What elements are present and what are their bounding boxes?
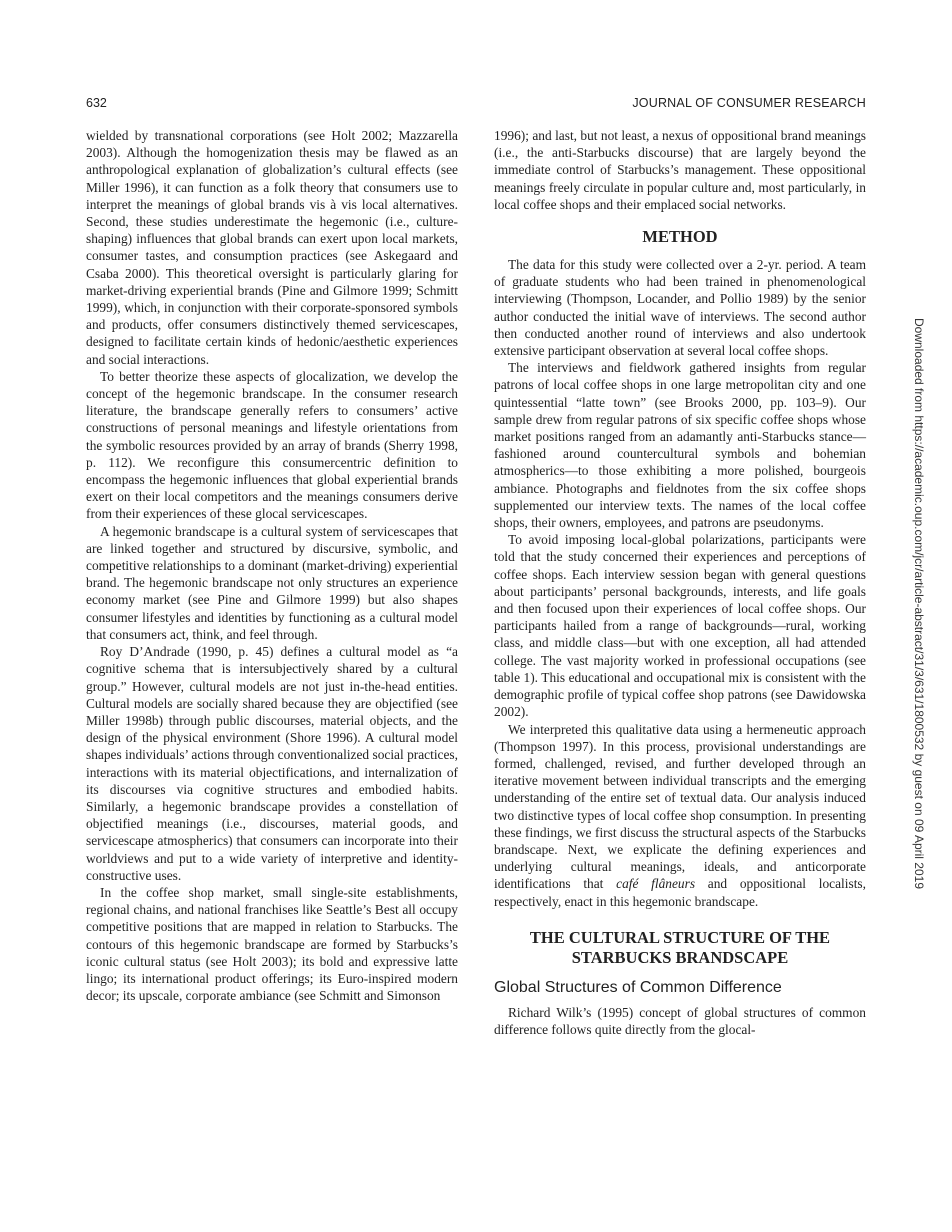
paragraph: Richard Wilk’s (1995) concept of global structures of common difference follows quite directly from the glocal- <box>494 1004 866 1037</box>
italic-term: café flâneurs <box>616 876 696 892</box>
paragraph: To avoid imposing local-global polarizations, participants were told that the study concerned their experiences and perceptions of coffee shops. Each interview session began with general questions about participants’ personal backgrounds, interests, and life goals and then focused upon their experiences of local coffee shops. Our participants hailed from a range of backgrounds—rural, working class, and middle class—but with one exception, all had attended college. The vast majority worked in professional occupations (see table 1). This educational and occupational mix is consistent with the demographic profile of typical coffee shop patrons (see Dawidowska 2002). <box>494 532 866 720</box>
subsection-heading: Global Structures of Common Difference <box>494 978 782 996</box>
section-heading-cultural-structure: THE CULTURAL STRUCTURE OF THE STARBUCKS BRANDSCAPE <box>529 927 831 967</box>
paragraph: The interviews and fieldwork gathered insights from regular patrons of local coffee shops in one large metropolitan city and one quintessential “latte town” (see Brooks 2000, pp. 103–9). Our sample drew from regular patrons of six specific coffee shops whose market positions ranged from an adamantly anti-Starbucks stance—fashioned around countercultural symbols and bohemian atmospherics—to those exhibiting a more polished, bourgeois ambiance. Photographs and fieldnotes from the six coffee shops supplemented our interview texts. The names of the local coffee shops, their owners, employees, and patrons are pseudonyms. <box>494 360 866 531</box>
left-column <box>86 127 458 1004</box>
paragraph: 1996); and last, but not least, a nexus of oppositional brand meanings (i.e., the anti-Starbucks discourse) that are largely beyond the immediate control of Starbucks’s management. These oppositional meanings freely circulate in popular culture and, most particularly, in local coffee shops and their emplaced social networks. <box>494 128 866 212</box>
download-watermark <box>912 318 926 918</box>
paragraph <box>494 721 866 910</box>
text-run: We interpreted this qualitative data using a hermeneutic approach (Thompson 1997). In this process, provisional understandings are formed, challenged, revised, and further developed through an iterative movement between individual transcripts and the emerging understanding of the entire set of textual data. Our analysis induced two distinctive types of local coffee shop consumption. In presenting these findings, we first discuss the structural aspects of the Starbucks brandscape. Next, we explicate the defining experiences and underlying cultural meanings, ideals, and anticorporate identifications that <box>494 721 866 892</box>
page-number: 632 <box>86 96 107 110</box>
right-column <box>494 127 866 1038</box>
paragraph: wielded by transnational corporations (see Holt 2002; Mazzarella 2003). Although the homogenization thesis may be flawed as an anthropological explanation of globalization’s cultural effects (see Miller 1996), it can function as a folk theory that consumers use to interpret the meanings of global brands vis à vis local alternatives. Second, these studies underestimate the hegemonic (i.e., culture-shaping) influences that global brands can exert upon local markets, consumer tastes, and consumption practices (see Askegaard and Csaba 2000). This theoretical oversight is particularly glaring for market-driving experiential brands (Pine and Gilmore 1999; Schmitt 1999), which, in conjunction with their corporate-sponsored symbols and products, offer consumers distinctively themed servicescapes, designed to facilitate certain kinds of hedonic/aesthetic experiences and social interactions. <box>86 128 458 367</box>
download-notice-text: Downloaded from https://academic.oup.com/jcr/article-abstract/31/3/631/1800532 by guest on 09 April 2019 <box>912 318 926 890</box>
text-run: and oppositional localists, respectively, enact in this hegemonic brandscape. <box>494 876 866 909</box>
paragraph: A hegemonic brandscape is a cultural system of servicescapes that are linked together and structured by discursive, symbolic, and competitive relationships to a dominant (market-driving) experiential brand. The hegemonic brandscape not only structures an experience economy market (see Pine and Gilmore 1999) but also shapes consumer lifestyles and identities by functioning as a cultural model that consumers act, think, and feel through. <box>86 523 458 642</box>
section-heading-method: METHOD <box>642 227 718 247</box>
paragraph: Roy D’Andrade (1990, p. 45) defines a cultural model as “a cognitive schema that is intersubjectively shared by a cultural group.” However, cultural models are not just in-the-head entities. Cultural models are socially shared because they are objectified (see Miller 1998b) through public discourses, material objects, and the design of the physical environment (Shore 1996). A cultural model shapes individuals’ actions through conventionalized social practices, interactions with its material objectifications, and internalization of its discourses via cognitive structures and embodied habits. Similarly, a hegemonic brandscape provides a constellation of objectified meanings (i.e., discourses, material goods, and servicescape atmospherics) that consumers can incorporate into their worldviews and put to a wide variety of interpretive and identity-constructive uses. <box>86 644 458 883</box>
journal-title: JOURNAL OF CONSUMER RESEARCH <box>632 96 866 110</box>
paragraph: To better theorize these aspects of glocalization, we develop the concept of the hegemonic brandscape. In the consumer research literature, the brandscape generally refers to consumers’ active constructions of personal meanings and lifestyle orientations from the symbolic resources provided by an array of brands (Sherry 1998, p. 112). We reconfigure this consumercentric definition to encompass the hegemonic influences that global experiential brands exert on their local competitors and the meanings consumers derive from their experiences of these glocal servicescapes. <box>86 368 458 522</box>
paragraph: The data for this study were collected over a 2-yr. period. A team of graduate students who had been trained in phenomenological interviewing (Thompson, Locander, and Pollio 1989) by the senior author conducted the initial wave of interviews. The second author then conducted another round of interviews and also undertook extensive participant observation at several local coffee shops. <box>494 257 866 359</box>
paragraph: In the coffee shop market, small single-site establishments, regional chains, and national franchises like Seattle’s Best all occupy competitive positions that are mapped in relation to Starbucks. The contours of this hegemonic brandscape are formed by Starbucks’s iconic cultural status (see Holt 2003); its bold and expressive latte lingo; its international product offerings; its Euro-inspired modern decor; its upscale, corporate ambiance (see Schmitt and Simonson <box>86 884 458 1004</box>
